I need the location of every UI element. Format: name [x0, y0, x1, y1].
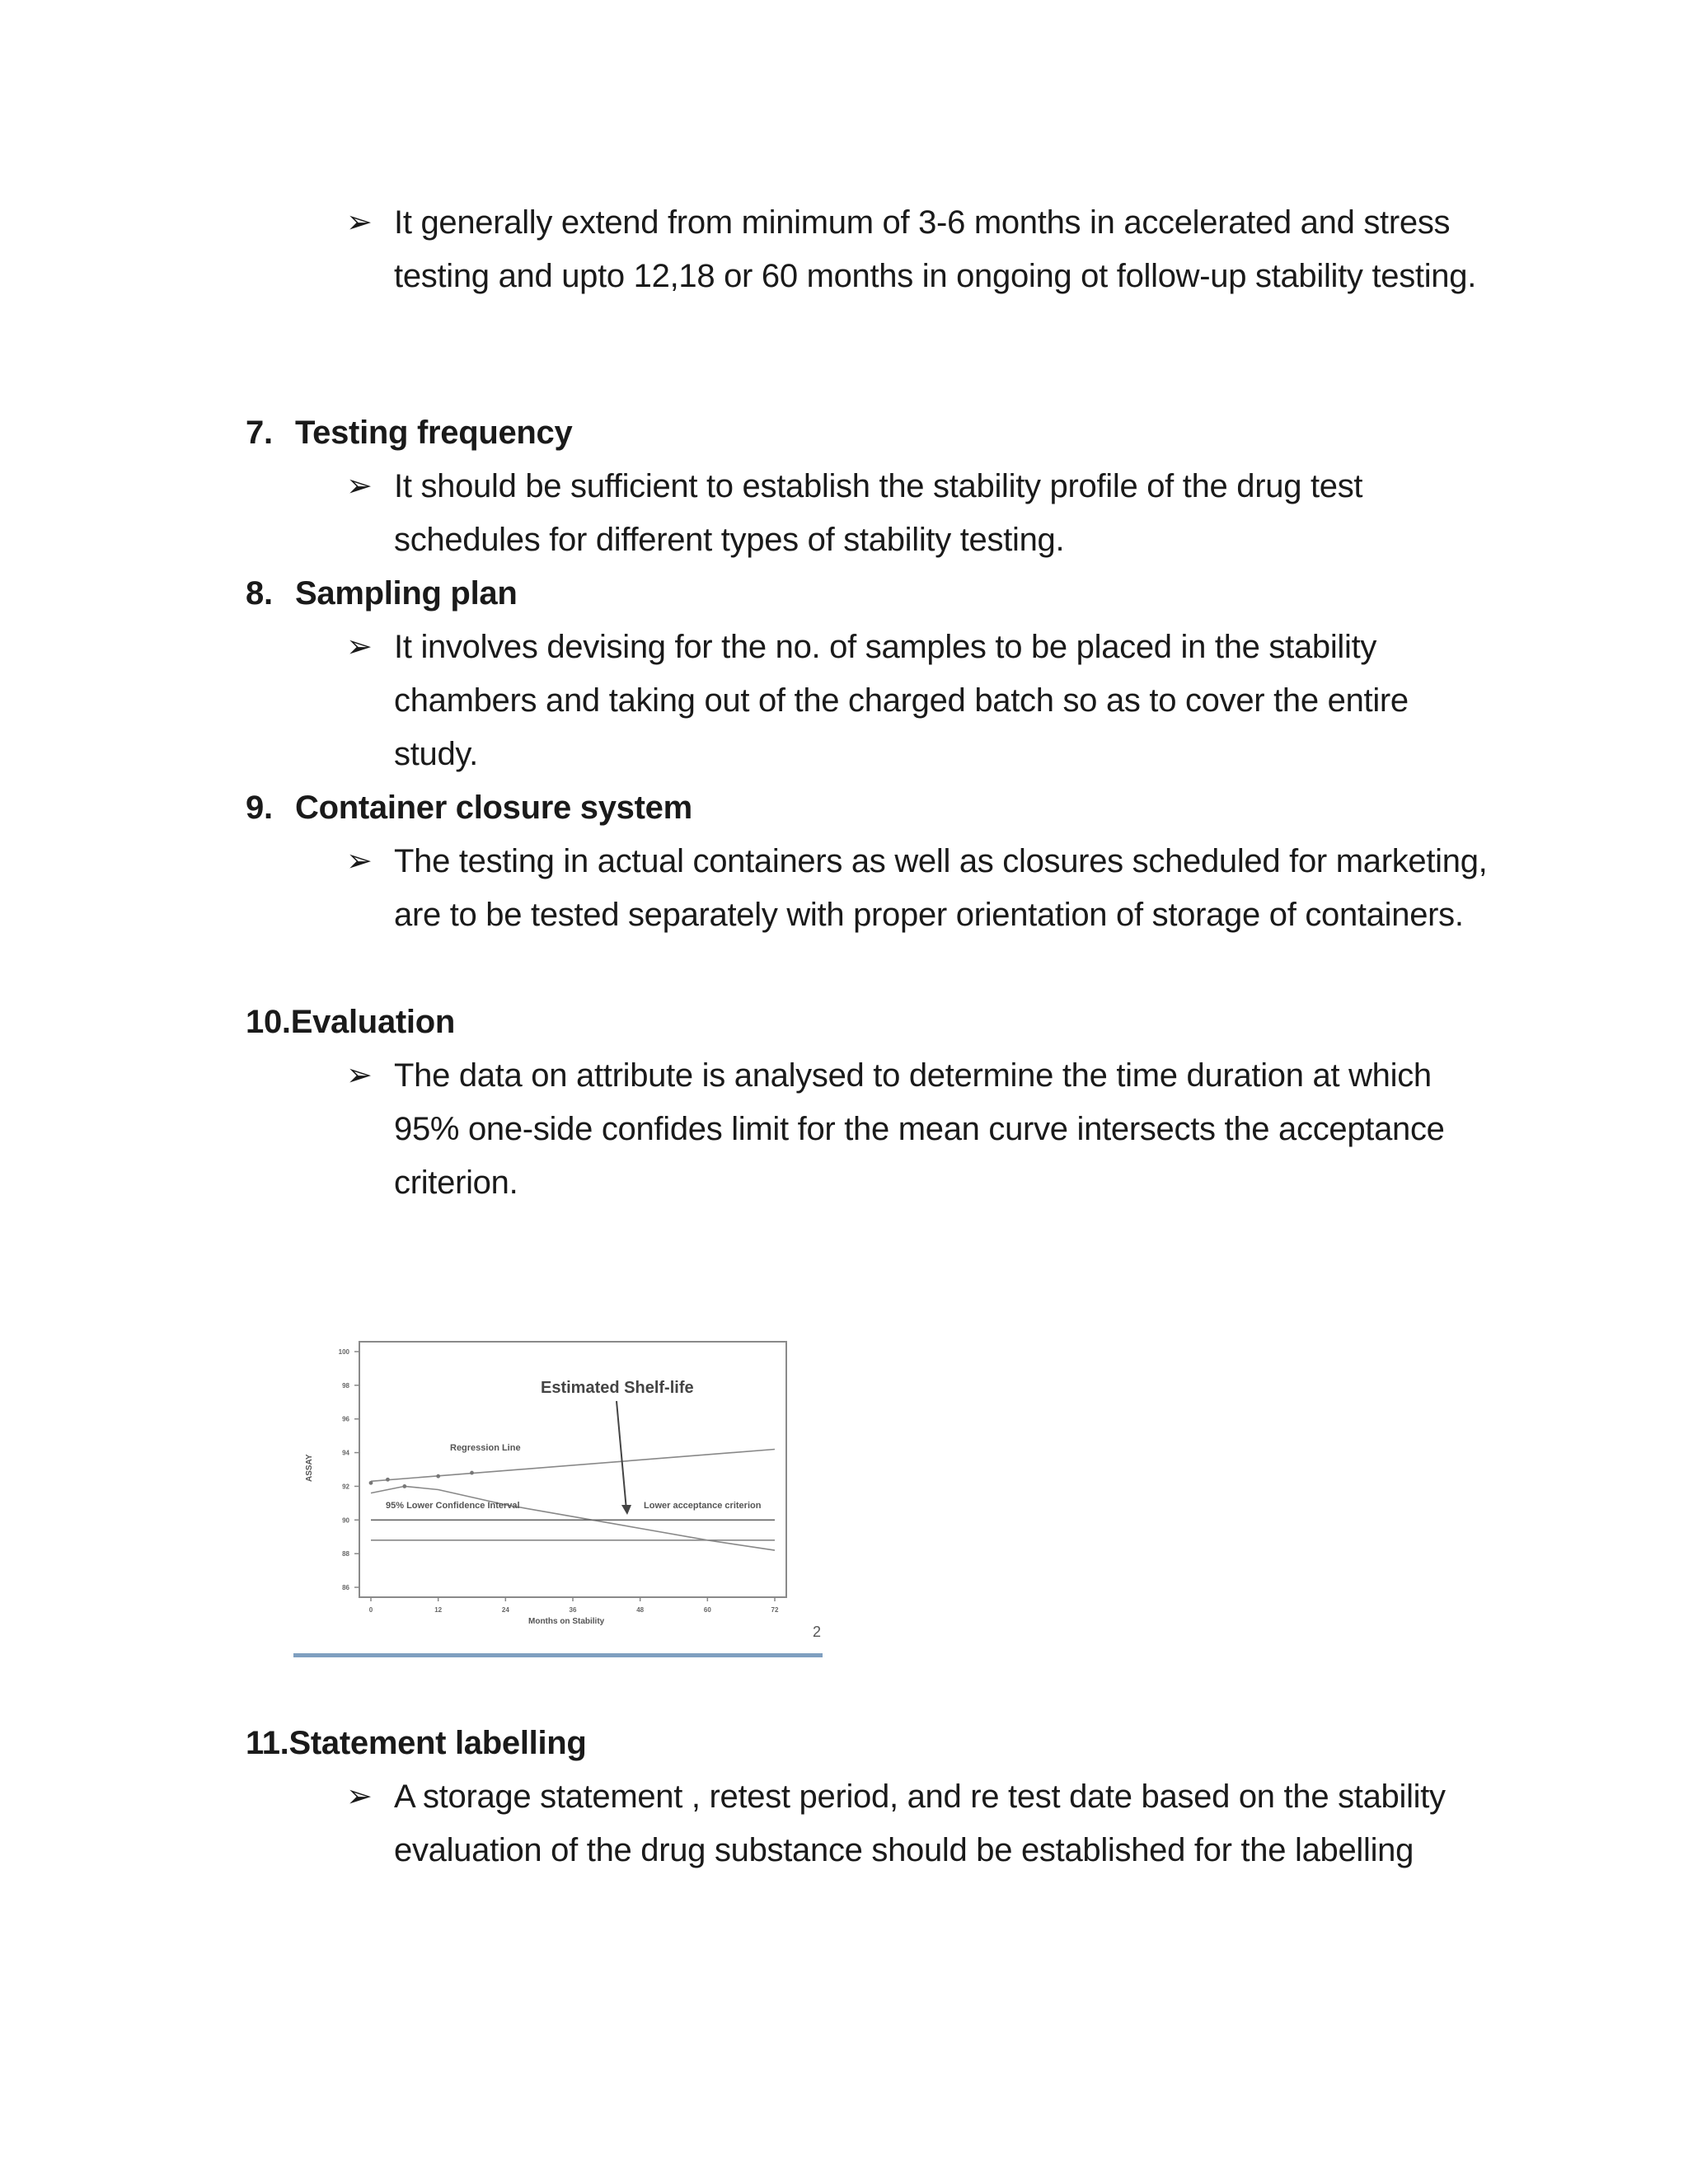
- data-point: [369, 1481, 373, 1485]
- y-tick-label: 100: [338, 1348, 349, 1356]
- y-tick-label: 98: [342, 1381, 349, 1390]
- figure-underline: [293, 1653, 823, 1657]
- section-heading-7: [246, 406, 572, 460]
- section-number: 8.: [246, 575, 273, 612]
- y-tick-label: 94: [342, 1449, 349, 1457]
- section-heading-9: [246, 781, 692, 835]
- y-tick-label: 86: [342, 1584, 349, 1591]
- y-axis-label: ASSAY: [305, 1454, 314, 1482]
- section-9-bullet: [346, 835, 1500, 942]
- data-point: [386, 1478, 390, 1482]
- shelf-life-figure: [293, 1317, 823, 1657]
- section-number: 7.: [246, 415, 273, 451]
- section-11-bullet: [346, 1770, 1500, 1877]
- x-tick-label: 60: [703, 1606, 711, 1614]
- x-tick-label: 12: [434, 1606, 443, 1614]
- section-7-bullet-text: It should be sufficient to establish the stability profile of the drug test schedules for different types of stability testing.: [394, 468, 1363, 558]
- section-title: Sampling plan: [295, 575, 518, 612]
- intro-bullet: [346, 196, 1500, 303]
- section-heading-10: [246, 996, 455, 1049]
- section-10-bullet: [346, 1049, 1500, 1210]
- section-heading-8: [246, 567, 517, 621]
- data-point: [402, 1484, 406, 1488]
- x-tick-label: 36: [569, 1606, 577, 1614]
- section-8-bullet-text: It involves devising for the no. of samples to be placed in the stability chambers and taking out of the charged batch so as to cover the entire study.: [394, 629, 1409, 772]
- y-tick-label: 92: [342, 1483, 349, 1491]
- data-point: [436, 1474, 440, 1479]
- data-point: [470, 1471, 474, 1475]
- section-number: 10.: [246, 1004, 291, 1040]
- arrow-bullet-icon: ➢: [346, 205, 373, 240]
- section-8-bullet: [346, 621, 1500, 781]
- section-number: 11.: [246, 1725, 289, 1761]
- arrow-bullet-icon: ➢: [346, 630, 373, 664]
- section-title: Statement labelling: [288, 1725, 587, 1761]
- chart-title: Estimated Shelf-life: [541, 1379, 694, 1397]
- regression-label: Regression Line: [450, 1443, 521, 1453]
- section-10-bullet-text: The data on attribute is analysed to determine the time duration at which 95% one-side confides limit for the mean curve intersects the acceptance criterion.: [394, 1057, 1445, 1201]
- section-heading-11: [246, 1717, 587, 1770]
- acceptance-label: Lower acceptance criterion: [644, 1501, 762, 1511]
- figure-page-number: 2: [813, 1624, 822, 1640]
- arrow-bullet-icon: ➢: [346, 844, 373, 879]
- section-11-bullet-text: A storage statement , retest period, and re test date based on the stability evaluation of the drug substance should be established for the labelling: [394, 1779, 1446, 1868]
- x-tick-label: 72: [771, 1606, 779, 1614]
- confidence-label: 95% Lower Confidence Interval: [386, 1501, 520, 1511]
- arrow-bullet-icon: ➢: [346, 1779, 373, 1814]
- section-title: Testing frequency: [295, 415, 573, 451]
- x-tick-label: 0: [368, 1606, 373, 1614]
- section-title: Evaluation: [290, 1004, 455, 1040]
- arrow-bullet-icon: ➢: [346, 469, 373, 504]
- intro-bullet-text: It generally extend from minimum of 3-6 months in accelerated and stress testing and upto 12,18 or 60 months in ongoing ot follow-up stability testing.: [394, 204, 1477, 294]
- x-tick-label: 48: [636, 1606, 645, 1614]
- y-tick-label: 96: [342, 1415, 349, 1423]
- x-tick-label: 24: [501, 1606, 509, 1614]
- y-tick-label: 90: [342, 1516, 349, 1525]
- shelf-life-chart: [293, 1317, 823, 1657]
- section-7-bullet: [346, 460, 1500, 567]
- arrow-bullet-icon: ➢: [346, 1058, 373, 1093]
- y-tick-label: 88: [342, 1550, 349, 1558]
- section-number: 9.: [246, 790, 273, 826]
- section-title: Container closure system: [295, 790, 692, 826]
- x-axis-label: Months on Stability: [528, 1617, 605, 1626]
- section-9-bullet-text: The testing in actual containers as well as closures scheduled for marketing, are to be tested separately with proper orientation of storage of containers.: [394, 843, 1488, 933]
